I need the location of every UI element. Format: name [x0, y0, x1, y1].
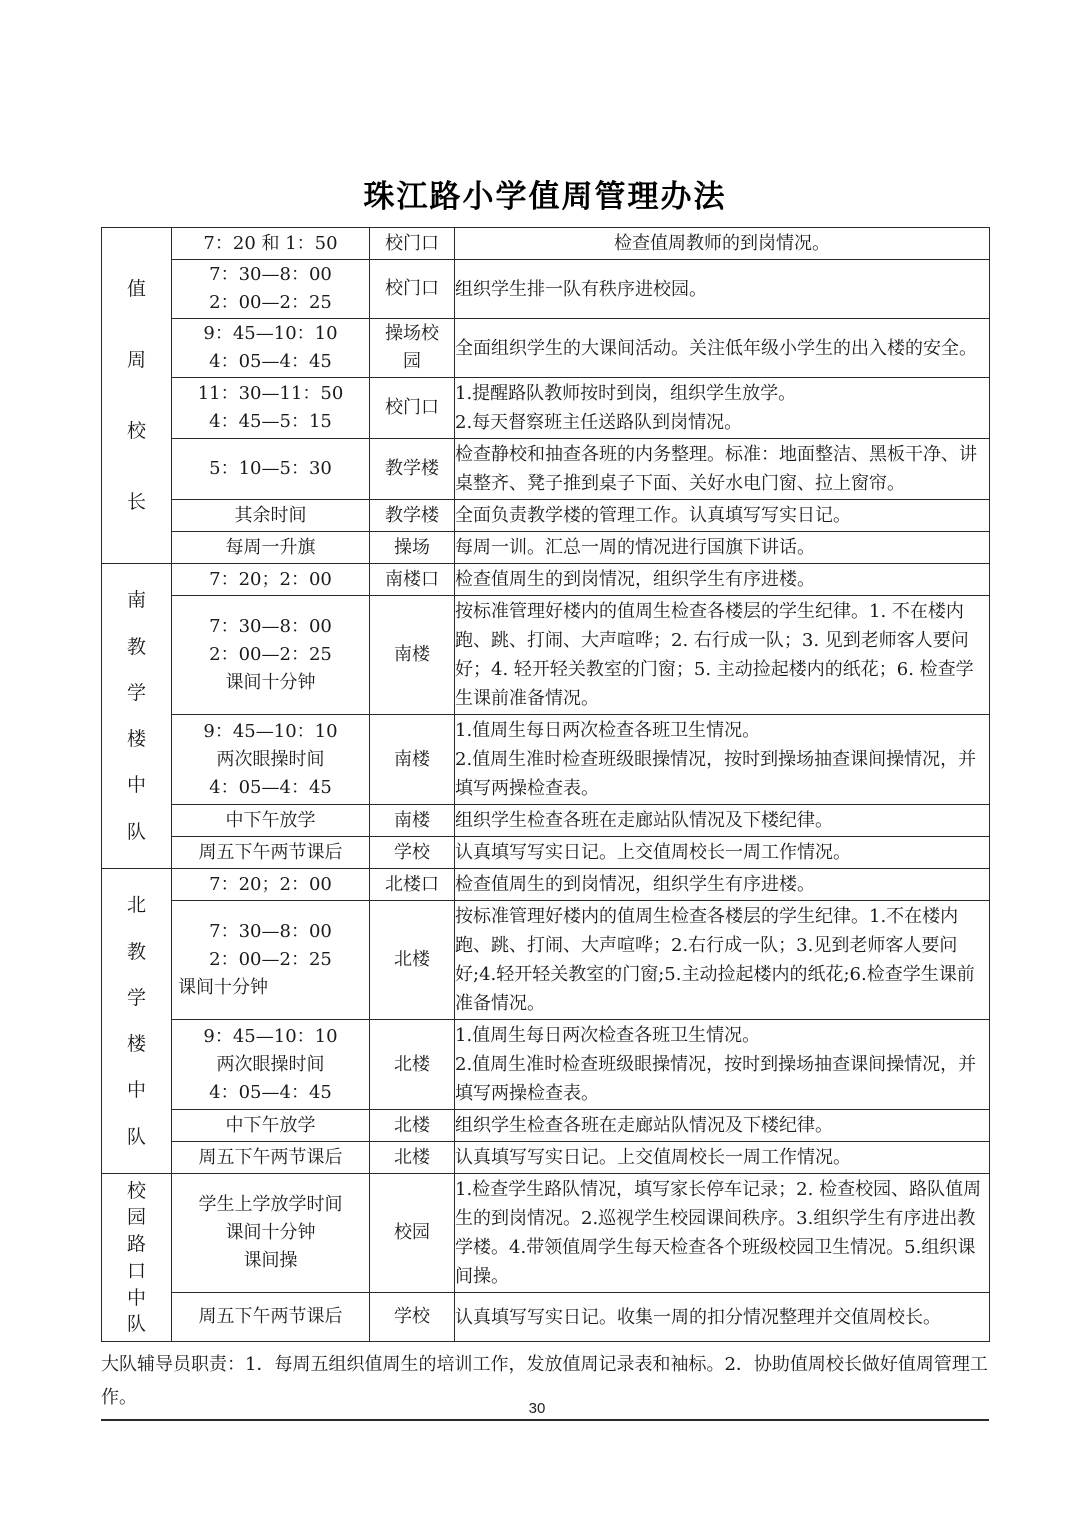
place-cell: 南楼 [370, 715, 455, 805]
place-cell: 北楼口 [370, 869, 455, 901]
time-cell: 7：20；2：00 [172, 564, 370, 596]
time-cell: 学生上学放学时间 课间十分钟 课间操 [172, 1174, 370, 1293]
time-cell: 周五下午两节课后 [172, 1293, 370, 1342]
section-label-text: 北 教 学 楼 中 队 [126, 894, 146, 1148]
page-number: 30 [528, 1400, 546, 1417]
duty-description-cell: 1.提醒路队教师按时到岗，组织学生放学。 2.每天督察班主任送路队到岗情况。 [455, 378, 990, 439]
section-label-north-building-squad [102, 869, 172, 1174]
time-cell: 中下午放学 [172, 1110, 370, 1142]
table-row [102, 869, 990, 901]
place-cell: 操场 [370, 532, 455, 564]
duty-description-cell: 按标准管理好楼内的值周生检查各楼层的学生纪律。1.不在楼内跑、跳、打闹、大声喧哗；2.右行成一队；3.见到老师客人要问好;4.轻开轻关教室的门窗;5.主动捡起楼内的纸花;6.检查学生课前准备情况。 [455, 901, 990, 1020]
place-cell: 教学楼 [370, 439, 455, 500]
place-cell: 北楼 [370, 1020, 455, 1110]
time-cell: 其余时间 [172, 500, 370, 532]
time-cell: 7：20；2：00 [172, 869, 370, 901]
place-cell: 学校 [370, 1293, 455, 1342]
time-cell: 5：10—5：30 [172, 439, 370, 500]
duty-description-cell: 检查值周生的到岗情况，组织学生有序进楼。 [455, 564, 990, 596]
duty-description-cell: 认真填写写实日记。收集一周的扣分情况整理并交值周校长。 [455, 1293, 990, 1342]
time-cell: 9：45—10：10 4：05—4：45 [172, 319, 370, 378]
page-title: 珠江路小学值周管理办法 [363, 179, 727, 214]
duty-description-cell: 按标准管理好楼内的值周生检查各楼层的学生纪律。1. 不在楼内跑、跳、打闹、大声喧哗；2. 右行成一队；3. 见到老师客人要问好；4. 轻开轻关教室的门窗；5. 主动捡起楼内的纸花；6. 检查学生课前准备情况。 [455, 596, 990, 715]
section-label-text: 值 周 校 长 [126, 278, 146, 513]
place-cell: 操场校 园 [370, 319, 455, 378]
time-cell: 11：30—11：50 4：45—5：15 [172, 378, 370, 439]
time-cell: 7：30—8：00 2：00—2：25 课间十分钟 [172, 901, 370, 1020]
time-cell: 7：20 和 1：50 [172, 228, 370, 260]
place-cell: 北楼 [370, 901, 455, 1020]
time-cell: 7：30—8：00 2：00—2：25 课间十分钟 [172, 596, 370, 715]
place-cell: 南楼 [370, 805, 455, 837]
duty-description-cell: 检查值周教师的到岗情况。 [455, 228, 990, 260]
table-row [102, 1110, 990, 1142]
table-row [102, 378, 990, 439]
place-cell: 校门口 [370, 260, 455, 319]
duty-description-cell: 检查值周生的到岗情况，组织学生有序进楼。 [455, 869, 990, 901]
footer-note: 大队辅导员职责：1．每周五组织值周生的培训工作，发放值周记录表和袖标。2．协助值周校长做好值周管理工作。 [101, 1348, 989, 1421]
table-row [102, 596, 990, 715]
time-cell: 9：45—10：10 两次眼操时间 4：05—4：45 [172, 1020, 370, 1110]
place-cell: 南楼 [370, 596, 455, 715]
table-row [102, 805, 990, 837]
place-cell: 南楼口 [370, 564, 455, 596]
table-row [102, 260, 990, 319]
time-cell: 7：30—8：00 2：00—2：25 [172, 260, 370, 319]
table-row [102, 500, 990, 532]
section-label-duty-principal [102, 228, 172, 564]
duty-description-cell: 组织学生检查各班在走廊站队情况及下楼纪律。 [455, 1110, 990, 1142]
table-row [102, 1142, 990, 1174]
time-cell: 每周一升旗 [172, 532, 370, 564]
duty-description-cell: 1.检查学生路队情况，填写家长停车记录；2. 检查校园、路队值周生的到岗情况。2.巡视学生校园课间秩序。3.组织学生有序进出教学楼。4.带领值周学生每天检查各个班级校园卫生情况。5.组织课间操。 [455, 1174, 990, 1293]
place-cell: 教学楼 [370, 500, 455, 532]
section-label-campus-road-squad [102, 1174, 172, 1342]
duty-description-cell: 1.值周生每日两次检查各班卫生情况。 2.值周生准时检查班级眼操情况，按时到操场抽查课间操情况，并填写两操检查表。 [455, 1020, 990, 1110]
duty-description-cell: 认真填写写实日记。上交值周校长一周工作情况。 [455, 837, 990, 869]
document-page [101, 180, 989, 1421]
table-row [102, 1174, 990, 1293]
time-cell: 周五下午两节课后 [172, 837, 370, 869]
table-row [102, 319, 990, 378]
duty-description-cell: 组织学生排一队有秩序进校园。 [455, 260, 990, 319]
duty-description-cell: 全面负责教学楼的管理工作。认真填写写实日记。 [455, 500, 990, 532]
duty-description-cell: 每周一训。汇总一周的情况进行国旗下讲话。 [455, 532, 990, 564]
table-row [102, 901, 990, 1020]
table-row [102, 564, 990, 596]
table-row [102, 715, 990, 805]
table-row [102, 228, 990, 260]
table-row [102, 837, 990, 869]
section-label-south-building-squad [102, 564, 172, 869]
section-label-text: 南 教 学 楼 中 队 [126, 589, 146, 843]
duty-description-cell: 组织学生检查各班在走廊站队情况及下楼纪律。 [455, 805, 990, 837]
time-cell: 中下午放学 [172, 805, 370, 837]
place-cell: 北楼 [370, 1142, 455, 1174]
duty-table [101, 227, 990, 1342]
duty-description-cell: 检查静校和抽查各班的内务整理。标准：地面整洁、黑板干净、讲桌整齐、凳子推到桌子下面、关好水电门窗、拉上窗帘。 [455, 439, 990, 500]
duty-description-cell: 1.值周生每日两次检查各班卫生情况。 2.值周生准时检查班级眼操情况，按时到操场抽查课间操情况，并填写两操检查表。 [455, 715, 990, 805]
table-row [102, 439, 990, 500]
time-cell: 9：45—10：10 两次眼操时间 4：05—4：45 [172, 715, 370, 805]
place-cell: 校门口 [370, 378, 455, 439]
place-cell: 校园 [370, 1174, 455, 1293]
duty-description-cell: 全面组织学生的大课间活动。关注低年级小学生的出入楼的安全。 [455, 319, 990, 378]
table-row [102, 1293, 990, 1342]
duty-table-body [102, 228, 990, 1342]
place-cell: 校门口 [370, 228, 455, 260]
place-cell: 学校 [370, 837, 455, 869]
table-row [102, 532, 990, 564]
place-cell: 北楼 [370, 1110, 455, 1142]
time-cell: 周五下午两节课后 [172, 1142, 370, 1174]
duty-description-cell: 认真填写写实日记。上交值周校长一周工作情况。 [455, 1142, 990, 1174]
table-row [102, 1020, 990, 1110]
section-label-text: 校 园 路 口 中 队 [126, 1179, 146, 1336]
